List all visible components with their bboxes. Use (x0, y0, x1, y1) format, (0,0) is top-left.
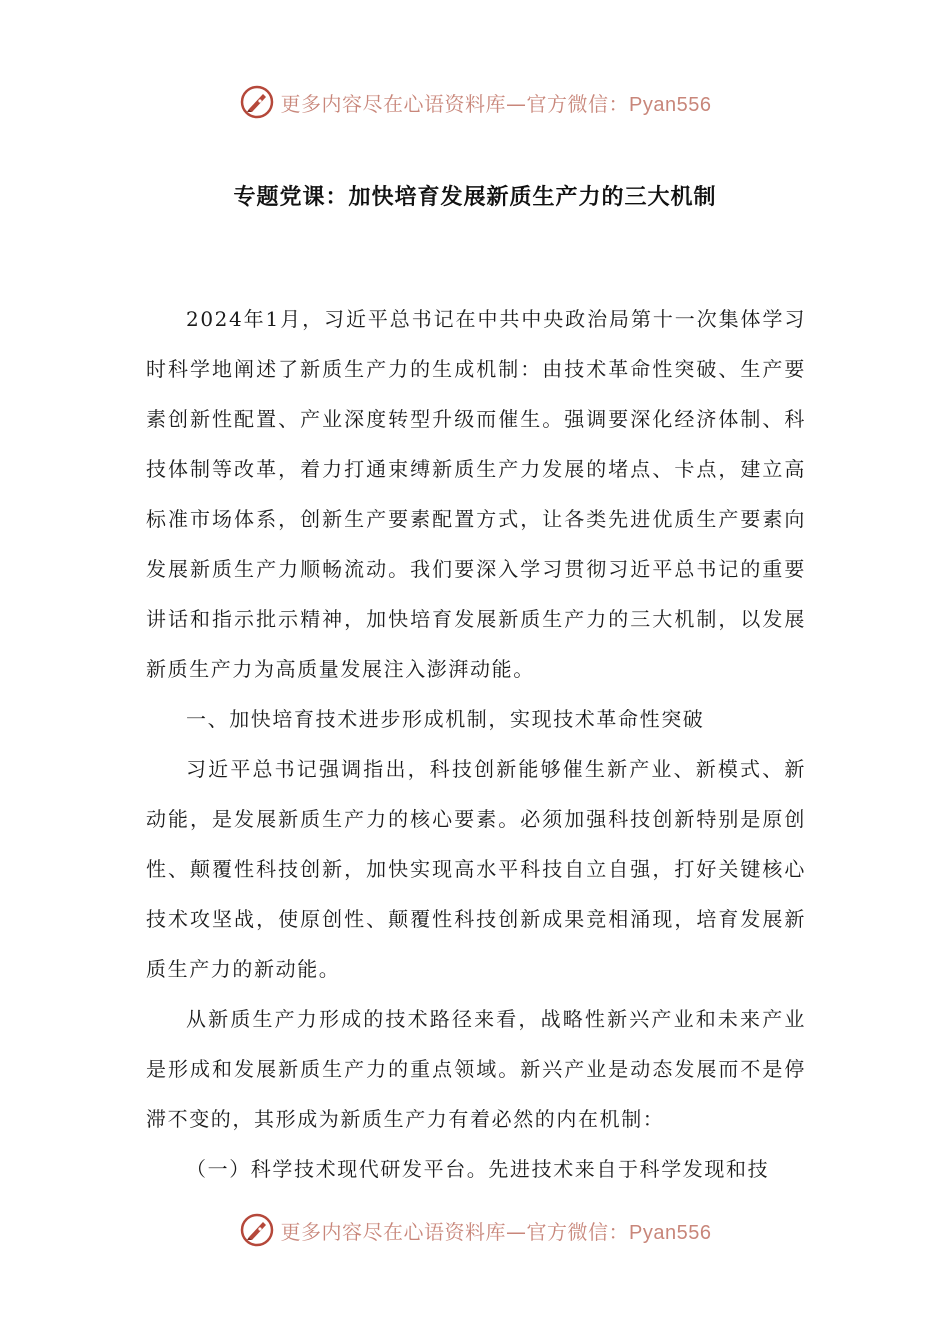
document-body (146, 294, 806, 1194)
banner-text: 更多内容尽在心语资料库—官方微信：Pyan556 (280, 1219, 712, 1244)
paragraph-subsection-1: （一）科学技术现代研发平台。先进技术来自于科学发现和技 (186, 1157, 770, 1181)
paragraph-intro: 2024年1月，习近平总书记在中共中央政治局第十一次集体学习时科学地阐述了新质生产力的生成机制：由技术革命性突破、生产要素创新性配置、产业深度转型升级而催生。强调要深化经济体制、科技体制等改革，着力打通束缚新质生产力发展的堵点、卡点，建立高标准市场体系，创新生产要素配置方式，让各类先进优质生产要素向发展新质生产力顺畅流动。我们要深入学习贯彻习近平总书记的重要讲话和指示批示精神，加快培育发展新质生产力的三大机制，以发展新质生产力为高质量发展注入澎湃动能。 (146, 307, 806, 681)
paragraph-tech-path: 从新质生产力形成的技术路径来看，战略性新兴产业和未来产业是形成和发展新质生产力的重点领域。新兴产业是动态发展而不是停滞不变的，其形成为新质生产力有着必然的内在机制： (146, 1007, 806, 1131)
paragraph-section-1: 习近平总书记强调指出，科技创新能够催生新产业、新模式、新动能，是发展新质生产力的核心要素。必须加强科技创新特别是原创性、颠覆性科技创新，加快实现高水平科技自立自强，打好关键核心技术攻坚战，使原创性、颠覆性科技创新成果竞相涌现，培育发展新质生产力的新动能。 (146, 757, 806, 981)
document-title: 专题党课：加快培育发展新质生产力的三大机制 (233, 185, 717, 210)
section-heading-1: 一、加快培育技术进步形成机制，实现技术革命性突破 (186, 707, 705, 731)
pen-logo-icon (239, 1212, 275, 1248)
pen-logo-icon (239, 84, 275, 120)
banner-text: 更多内容尽在心语资料库—官方微信：Pyan556 (280, 91, 712, 116)
header-banner (0, 82, 950, 122)
footer-banner (0, 1210, 950, 1250)
wechat-id: Pyan556 (629, 93, 712, 116)
wechat-id: Pyan556 (629, 1221, 712, 1244)
